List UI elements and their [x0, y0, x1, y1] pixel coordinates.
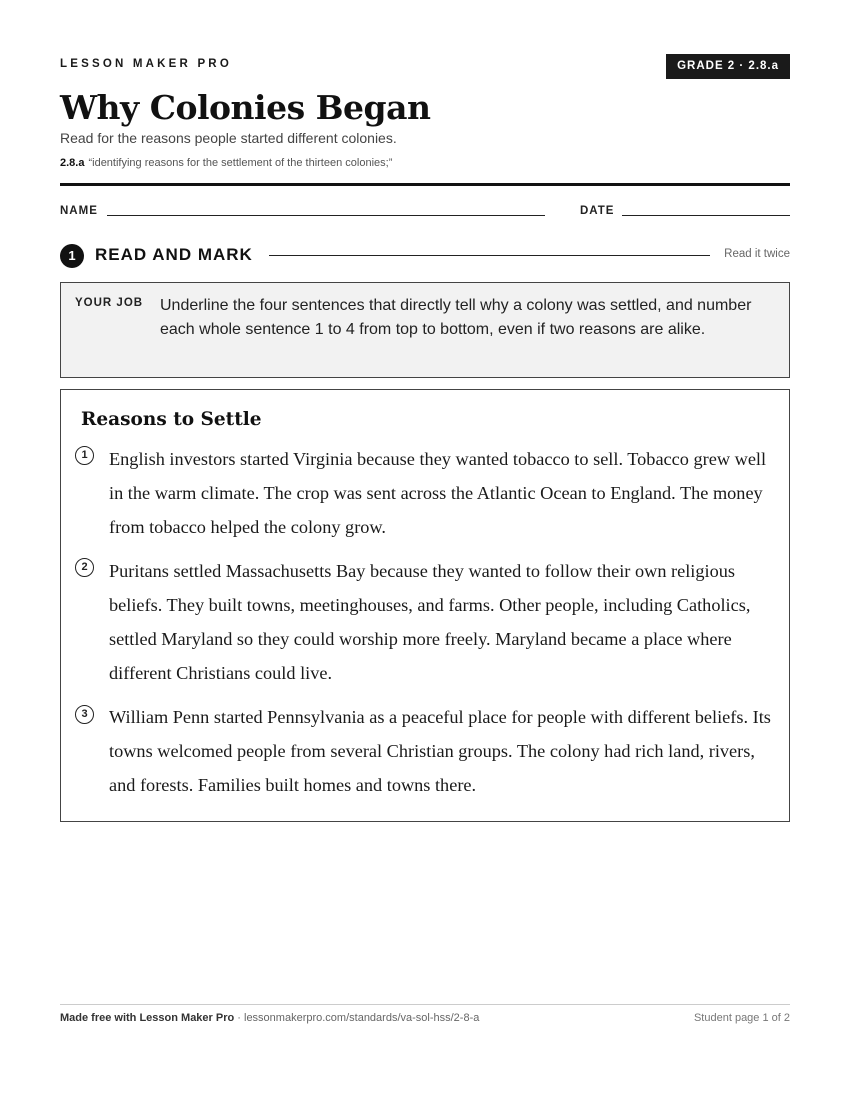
grade-badge: GRADE 2 · 2.8.a [666, 54, 790, 79]
footer-made-with: Made free with Lesson Maker Pro [60, 1012, 235, 1024]
section-number-badge: 1 [60, 244, 84, 268]
instructions-box [60, 282, 790, 378]
section-divider [269, 255, 710, 256]
date-label: DATE [580, 205, 615, 217]
reading-title: Reasons to Settle [81, 409, 262, 430]
instructions-text: Underline the four sentences that directly tell why a colony was settled, and number each whole sentence 1 to 4 from top to bottom, even if two reasons are alike. [160, 297, 752, 338]
reading-passage-box [60, 389, 790, 822]
paragraph-number-badge: 1 [75, 446, 94, 465]
standard-text: “identifying reasons for the settlement of the thirteen colonies;” [88, 157, 393, 169]
header-divider [60, 183, 790, 186]
instructions-label: YOUR JOB [75, 297, 144, 309]
name-field[interactable] [107, 215, 545, 216]
standard-line [60, 157, 392, 169]
page-subtitle: Read for the reasons people started different colonies. [60, 130, 397, 146]
footer-url[interactable]: · lessonmakerpro.com/standards/va-sol-hss/2-8-a [234, 1012, 480, 1024]
footer-credit [60, 1012, 479, 1024]
brand-name: LESSON MAKER PRO [60, 58, 232, 70]
paragraph-number-badge: 2 [75, 558, 94, 577]
name-label: NAME [60, 205, 98, 217]
footer-divider [60, 1004, 790, 1005]
paragraph-text[interactable]: Puritans settled Massachusetts Bay because they wanted to follow their own religious beliefs. They built towns, meetinghouses, and farms. Other people, including Catholics, settled Maryland so they could worship more freely. Maryland became a place where different Christians could live. [109, 561, 751, 683]
date-field[interactable] [622, 215, 790, 216]
paragraph-number-badge: 3 [75, 705, 94, 724]
section-note: Read it twice [724, 248, 790, 260]
paragraph-text[interactable]: William Penn started Pennsylvania as a peaceful place for people with different beliefs. Its towns welcomed people from several Christian groups. The colony had rich land, rivers, and forests. Families built homes and towns there. [109, 707, 771, 795]
standard-code: 2.8.a [60, 157, 85, 169]
footer-page-info: Student page 1 of 2 [693, 1012, 790, 1024]
paragraph-text[interactable]: English investors started Virginia because they wanted tobacco to sell. Tobacco grew well in the warm climate. The crop was sent across the Atlantic Ocean to England. The money from tobacco helped the colony grow. [109, 449, 767, 537]
section-title: READ AND MARK [95, 245, 253, 264]
worksheet-page [60, 0, 790, 1100]
page-title: Why Colonies Began [60, 88, 431, 127]
